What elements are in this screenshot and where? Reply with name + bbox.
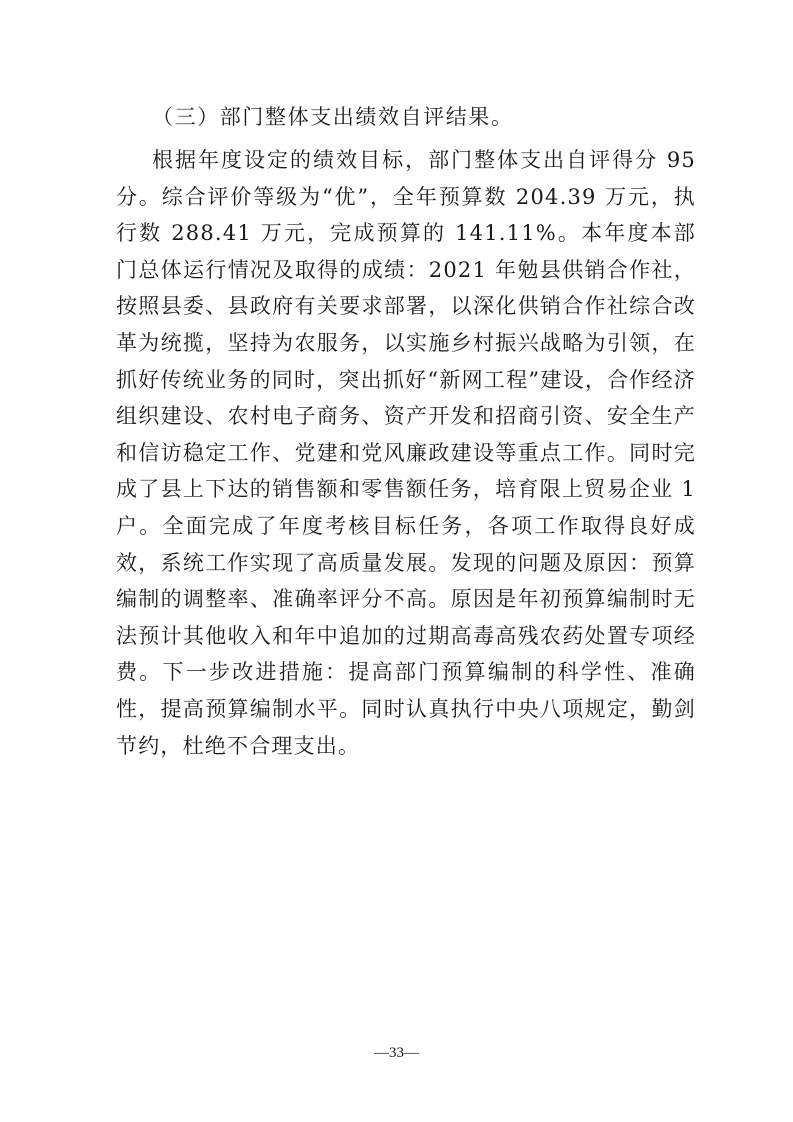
page-number: —33—	[374, 1045, 419, 1061]
section-heading: （三）部门整体支出绩效自评结果。	[152, 105, 514, 129]
body-paragraph: 根据年度设定的绩效目标，部门整体支出自评得分 95 分。综合评价等级为“优”，全年预算数 204.39 万元，执行数 288.41 万元，完成预算的 141.11%。本年度本部门总体运行情况及取得的成绩：2021 年勉县供销合作社，按照县委、县政府有关要求部署，以深化供销合作社综合改革为统揽，坚持为农服务，以实施乡村振兴战略为引领，在抓好传统业务的同时，突出抓好“新网工程”建设，合作经济组织建设、农村电子商务、资产开发和招商引资、安全生产和信访稳定工作、党建和党风廉政建设等重点工作。同时完成了县上下达的销售额和零售额任务，培育限上贸易企业 1 户。全面完成了年度考核目标任务，各项工作取得良好成效，系统工作实现了高质量发展。发现的问题及原因：预算编制的调整率、准确率评分不高。原因是年初预算编制时无法预计其他收入和年中追加的过期高毒高残农药处置专项经费。下一步改进措施：提高部门预算编制的科学性、准确性，提高预算编制水平。同时认真执行中央八项规定，勤剑节约，杜绝不合理支出。	[116, 148, 696, 758]
